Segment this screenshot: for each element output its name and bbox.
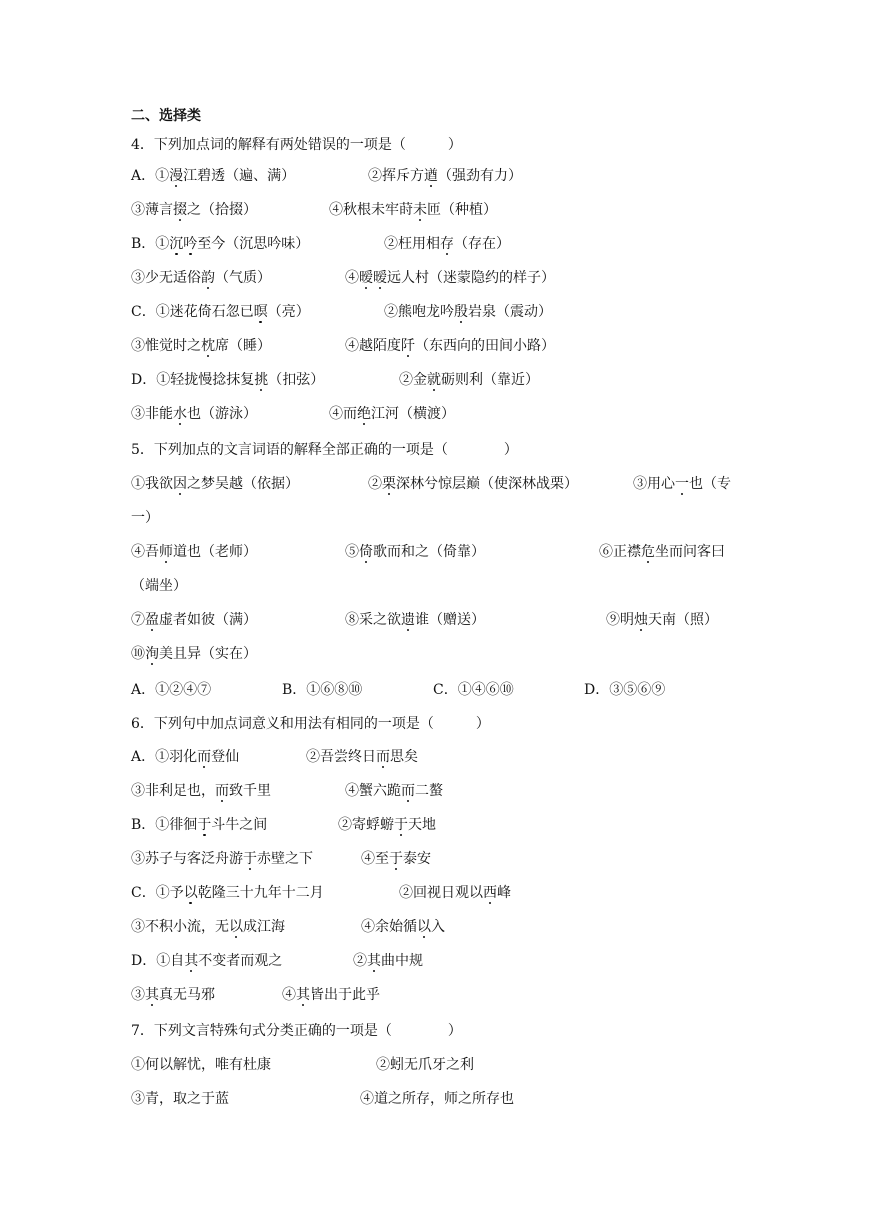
text-segment: ④吾师道也（老师） xyxy=(131,544,257,560)
text-segment: ②其曲中规 xyxy=(353,953,423,969)
text-segment: ③苏子与客泛舟游于赤壁之下 xyxy=(131,851,313,867)
text-segment: C．①予以乾隆三十九年十二月 xyxy=(131,885,324,901)
text-segment: 二、选择类 xyxy=(131,108,201,124)
emphasis-dot-char: 遒 xyxy=(424,168,438,184)
text-segment: ③青，取之于蓝 xyxy=(131,1091,229,1107)
emphasis-dot-char: 洵 xyxy=(145,646,159,662)
emphasis-dot-char: 暧 xyxy=(373,270,387,286)
emphasis-dot-char: 吟 xyxy=(183,236,198,252)
emphasis-dot-char: 殷 xyxy=(454,304,468,320)
text-segment: ③非能水也（游泳） xyxy=(131,406,257,422)
text-segment: ②挥斥方遒（强劲有力） xyxy=(368,168,522,184)
emphasis-dot-char: 阡 xyxy=(401,338,415,354)
text-segment: ③不积小流，无以成江海 xyxy=(131,919,285,935)
emphasis-dot-char: 于 xyxy=(197,817,212,833)
emphasis-dot-char: 而 xyxy=(215,783,229,799)
emphasis-dot-char: 以 xyxy=(417,919,431,935)
emphasis-dot-char: 于 xyxy=(394,817,408,833)
emphasis-dot-char: 绝 xyxy=(357,406,371,422)
emphasis-dot-char: 其 xyxy=(367,953,381,969)
text-segment: ⑧采之欲遗谁（赠送） xyxy=(345,612,485,628)
emphasis-dot-char: 而 xyxy=(197,749,212,765)
emphasis-dot-char: 倚 xyxy=(359,544,373,560)
text-segment: ④秋根未牢莳未匝（种植） xyxy=(329,202,497,218)
emphasis-dot-char: 沉 xyxy=(169,236,184,252)
text-segment: D．①自其不变者而观之 xyxy=(131,953,283,969)
emphasis-dot-char: 就 xyxy=(427,372,441,388)
text-segment: 7．下列文言特殊句式分类正确的一项是（ ） xyxy=(131,1023,462,1039)
emphasis-dot-char: 而 xyxy=(401,783,415,799)
emphasis-dot-char: 存 xyxy=(440,236,454,252)
emphasis-dot-char: 于 xyxy=(243,851,257,867)
text-segment: ⑩洵美且异（实在） xyxy=(131,646,257,662)
text-segment: ④道之所存，师之所存也 xyxy=(360,1091,514,1107)
text-segment: B．①⑥⑧⑩ xyxy=(282,682,363,698)
text-segment: ⑨明烛天南（照） xyxy=(606,612,718,628)
text-segment: C．①迷花倚石忽已暝（亮） xyxy=(131,304,310,320)
emphasis-dot-char: 枕 xyxy=(201,338,215,354)
text-segment: C．①④⑥⑩ xyxy=(433,682,514,698)
text-segment: ⑤倚歌而和之（倚靠） xyxy=(345,544,485,560)
emphasis-dot-char: 西 xyxy=(483,885,497,901)
text-segment: A．①羽化而登仙 xyxy=(131,749,240,765)
emphasis-dot-char: 水 xyxy=(173,406,187,422)
text-segment: ②栗深林兮惊层巅（使深林战栗） xyxy=(368,476,578,492)
text-segment: ②枉用相存（存在） xyxy=(384,236,510,252)
text-segment: ③非利足也，而致千里 xyxy=(131,783,271,799)
text-segment: ②寄蜉蝣于天地 xyxy=(338,817,436,833)
emphasis-dot-char: 其 xyxy=(145,987,159,1003)
text-segment: ②熊咆龙吟殷岩泉（震动） xyxy=(384,304,552,320)
emphasis-dot-char: 烛 xyxy=(634,612,648,628)
text-segment: ③惟觉时之枕席（睡） xyxy=(131,338,271,354)
text-segment: 6．下列句中加点词意义和用法有相同的一项是（ ） xyxy=(131,716,490,732)
emphasis-dot-char: 一 xyxy=(675,476,689,492)
text-segment: ④蟹六跪而二螯 xyxy=(345,783,443,799)
emphasis-dot-char: 其 xyxy=(296,987,310,1003)
text-segment: ④而绝江河（横渡） xyxy=(329,406,455,422)
text-segment: ④暧暧远人村（迷蒙隐约的样子） xyxy=(345,270,555,286)
emphasis-dot-char: 暧 xyxy=(359,270,373,286)
emphasis-dot-char: 以 xyxy=(183,885,198,901)
emphasis-dot-char: 师 xyxy=(159,544,173,560)
text-segment: D．③⑤⑥⑨ xyxy=(584,682,666,698)
emphasis-dot-char: 掇 xyxy=(173,202,187,218)
text-segment: ④至于泰安 xyxy=(361,851,431,867)
text-segment: A．①漫江碧透（遍、满） xyxy=(131,168,296,184)
emphasis-dot-char: 其 xyxy=(184,953,199,969)
emphasis-dot-char: 暝 xyxy=(253,304,268,320)
text-segment: ④越陌度阡（东西向的田间小路） xyxy=(345,338,555,354)
emphasis-dot-char: 盈 xyxy=(145,612,159,628)
emphasis-dot-char: 遗 xyxy=(401,612,415,628)
text-segment: B．①沉吟至今（沉思吟味） xyxy=(131,236,310,252)
text-segment: （端坐） xyxy=(131,578,187,594)
emphasis-dot-char: 挑 xyxy=(254,372,269,388)
emphasis-dot-char: 于 xyxy=(389,851,403,867)
text-segment: ③用心一也（专 xyxy=(633,476,731,492)
text-segment: ④余始循以入 xyxy=(361,919,445,935)
emphasis-dot-char: 漫 xyxy=(169,168,184,184)
text-segment: D．①轻拢慢捻抹复挑（扣弦） xyxy=(131,372,325,388)
emphasis-dot-char: 韵 xyxy=(201,270,215,286)
text-segment: B．①徘徊于斗牛之间 xyxy=(131,817,268,833)
text-segment: ②回视日观以西峰 xyxy=(399,885,511,901)
text-segment: ③其真无马邪 xyxy=(131,987,215,1003)
text-segment: 一） xyxy=(131,510,159,526)
emphasis-dot-char: 未 xyxy=(413,202,427,218)
emphasis-dot-char: 危 xyxy=(641,544,655,560)
text-segment: ②金就砺则利（靠近） xyxy=(399,372,539,388)
text-segment: ④其皆出于此乎 xyxy=(282,987,380,1003)
text-segment: ⑥正襟危坐而问客曰 xyxy=(599,544,725,560)
emphasis-dot-char: 栗 xyxy=(382,476,396,492)
text-segment: ①我欲因之梦吴越（依据） xyxy=(131,476,299,492)
text-segment: ②吾尝终日而思矣 xyxy=(306,749,418,765)
text-segment: ②蚓无爪牙之利 xyxy=(376,1057,474,1073)
text-segment: 5．下列加点的文言词语的解释全部正确的一项是（ ） xyxy=(131,442,518,458)
emphasis-dot-char: 而 xyxy=(376,749,390,765)
emphasis-dot-char: 因 xyxy=(173,476,187,492)
emphasis-dot-char: 以 xyxy=(229,919,243,935)
text-segment: 4．下列加点词的解释有两处错误的一项是（ ） xyxy=(131,137,462,153)
text-segment: A．①②④⑦ xyxy=(131,682,212,698)
text-segment: ③少无适俗韵（气质） xyxy=(131,270,271,286)
text-segment: ⑦盈虚者如彼（满） xyxy=(131,612,257,628)
text-segment: ①何以解忧，唯有杜康 xyxy=(131,1057,271,1073)
text-segment: ③薄言掇之（拾掇） xyxy=(131,202,257,218)
